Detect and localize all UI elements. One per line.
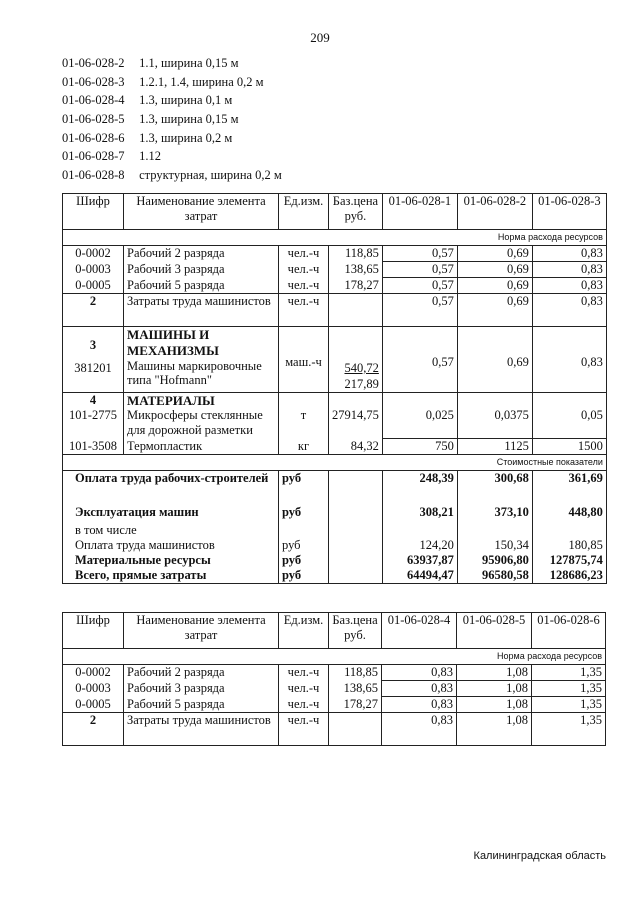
cost-row-labor [63, 471, 607, 505]
row-value: 0,57 [382, 294, 457, 327]
row-unit: чел.-ч [279, 713, 329, 746]
header-name: Наименование элемента затрат [124, 613, 279, 649]
table-row [63, 439, 607, 455]
cost-row-machinists [63, 538, 607, 553]
row-value: 0,83 [532, 246, 606, 262]
table-row [63, 294, 607, 327]
code-desc: 1.3, ширина 0,1 м [139, 93, 233, 108]
row-price: 540,72 [344, 361, 379, 375]
row-value: 750 [382, 439, 457, 455]
row-name: Затраты труда машинистов [124, 294, 279, 327]
code: 01-06-028-2 [62, 56, 125, 70]
header-shifr: Шифр [63, 613, 124, 649]
row-value: 1,08 [457, 713, 532, 746]
table-header [63, 613, 606, 649]
row-price-2: 217,89 [344, 377, 379, 391]
row-value: 1,35 [532, 713, 606, 746]
cost-label: Стоимостные показатели [63, 455, 607, 471]
row-code: 101-3508 [63, 439, 124, 455]
cost-unit: руб [279, 471, 329, 505]
section-title: МАШИНЫ И МЕХАНИЗМЫ [127, 327, 219, 358]
cost-unit: руб [279, 553, 329, 568]
page-number: 209 [310, 30, 330, 45]
cost-value: 248,39 [382, 471, 457, 505]
cost-label: Материальные ресурсы [63, 553, 279, 568]
row-unit: кг [279, 439, 329, 455]
row-unit: чел.-ч [279, 697, 329, 713]
machines-section-row [63, 327, 607, 393]
cost-value: 124,20 [382, 538, 457, 553]
row-code: 0-0003 [63, 681, 124, 697]
cost-price [329, 471, 383, 505]
header-price: Баз.цена руб. [329, 194, 383, 230]
code-row [62, 73, 282, 92]
code: 01-06-028-6 [62, 130, 125, 145]
row-value: 0,83 [532, 278, 606, 294]
row-value: 0,83 [532, 327, 606, 393]
cost-value: 127875,74 [532, 553, 606, 568]
row-value: 0,69 [457, 294, 532, 327]
cost-value: 448,80 [532, 505, 606, 523]
row-price: 178,27 [329, 278, 383, 294]
header-unit: Ед.изм. [279, 194, 329, 230]
cost-label: Эксплуатация машин [63, 505, 279, 523]
cost-label: Оплата труда рабочих-строителей [63, 471, 279, 505]
row-name: Термопластик [124, 439, 279, 455]
row-price: 27914,75 [329, 393, 383, 439]
cost-value: 308,21 [382, 505, 457, 523]
section-title: МАТЕРИАЛЫ [127, 393, 215, 408]
code-desc: структурная, ширина 0,2 м [139, 168, 282, 183]
code-row [62, 166, 282, 185]
row-code: 2 [63, 294, 124, 327]
code-row [62, 147, 282, 166]
table-row [63, 681, 606, 697]
footer-region: Калининградская область [473, 850, 606, 862]
section-code: 3 [89, 338, 97, 352]
header-col: 01-06-028-1 [382, 194, 457, 230]
section-code: 4 [89, 393, 97, 407]
row-unit: чел.-ч [279, 246, 329, 262]
row-unit: чел.-ч [279, 262, 329, 278]
code: 01-06-028-7 [62, 149, 125, 164]
row-value: 0,83 [382, 681, 457, 697]
row-value: 0,69 [457, 278, 532, 294]
code-row [62, 54, 282, 73]
row-price: 178,27 [329, 697, 382, 713]
cost-unit: руб [279, 505, 329, 523]
row-value: 0,025 [382, 393, 457, 439]
norm-label: Норма расхода ресурсов [63, 649, 606, 665]
cost-value: 361,69 [532, 471, 606, 505]
row-price: 118,85 [329, 246, 383, 262]
cost-row-exploit [63, 505, 607, 523]
row-name: Рабочий 5 разряда [124, 278, 279, 294]
code-desc: 1.3, ширина 0,15 м [139, 112, 239, 127]
code: 01-06-028-4 [62, 93, 125, 108]
cost-value: 128686,23 [532, 568, 606, 584]
cost-value: 95906,80 [457, 553, 532, 568]
row-unit: чел.-ч [279, 278, 329, 294]
row-value: 0,57 [382, 278, 457, 294]
row-name: Машины маркировочные типа "Hofmann" [127, 359, 262, 387]
norm-label-row [63, 649, 606, 665]
materials-section-row [63, 393, 607, 439]
cost-value: 96580,58 [457, 568, 532, 584]
cost-label: Всего, прямые затраты [63, 568, 279, 584]
row-code: 0-0002 [63, 665, 124, 681]
row-code: 0-0002 [63, 246, 124, 262]
code: 01-06-028-8 [62, 168, 125, 183]
code-desc: 1.12 [139, 149, 161, 164]
norm-label: Норма расхода ресурсов [63, 230, 607, 246]
code-desc: 1.1, ширина 0,15 м [139, 56, 239, 70]
code-row [62, 91, 282, 110]
row-price: 138,65 [329, 681, 382, 697]
table-row [63, 278, 607, 294]
code: 01-06-028-3 [62, 74, 125, 89]
row-value: 0,57 [382, 262, 457, 278]
row-code: 101-2775 [69, 408, 117, 422]
table-row [63, 697, 606, 713]
row-value: 0,83 [532, 294, 606, 327]
row-name: Рабочий 3 разряда [124, 262, 279, 278]
header-col: 01-06-028-2 [457, 194, 532, 230]
cost-value: 63937,87 [382, 553, 457, 568]
row-name: Микросферы стеклянные для дорожной разметки [127, 408, 263, 437]
row-value: 1,35 [532, 665, 606, 681]
row-value: 0,05 [532, 393, 606, 439]
row-code: 0-0003 [63, 262, 124, 278]
header-price: Баз.цена руб. [329, 613, 382, 649]
cost-row-total [63, 568, 607, 584]
row-value: 0,69 [457, 262, 532, 278]
table-header [63, 194, 607, 230]
row-value: 0,83 [382, 665, 457, 681]
row-value: 1,35 [532, 681, 606, 697]
row-value: 1,35 [532, 697, 606, 713]
row-name: Затраты труда машинистов [124, 713, 279, 746]
cost-row-incl [63, 523, 607, 538]
cost-unit: руб [279, 568, 329, 584]
cost-value: 180,85 [532, 538, 606, 553]
row-value: 0,83 [382, 697, 457, 713]
row-code: 0-0005 [63, 697, 124, 713]
row-value: 1,08 [457, 681, 532, 697]
code-desc: 1.2.1, 1.4, ширина 0,2 м [139, 74, 264, 89]
table-row [63, 713, 606, 746]
row-value: 0,69 [457, 246, 532, 262]
code-list [62, 54, 282, 185]
row-price [329, 294, 383, 327]
cost-value: 300,68 [457, 471, 532, 505]
code-row [62, 110, 282, 129]
row-value: 0,83 [532, 262, 606, 278]
code-row [62, 129, 282, 148]
resource-table-2 [62, 612, 606, 746]
row-unit: т [279, 393, 329, 439]
code: 01-06-028-5 [62, 112, 125, 127]
row-value: 0,57 [382, 246, 457, 262]
row-name: Рабочий 3 разряда [124, 681, 279, 697]
row-code: 2 [63, 713, 124, 746]
cost-unit: руб [279, 538, 329, 553]
row-value: 0,0375 [457, 393, 532, 439]
cost-label: в том числе [63, 523, 279, 538]
cost-label: Оплата труда машинистов [63, 538, 279, 553]
cost-row-materials [63, 553, 607, 568]
row-price: 118,85 [329, 665, 382, 681]
cost-value: 150,34 [457, 538, 532, 553]
norm-label-row [63, 230, 607, 246]
header-name: Наименование элемента затрат [124, 194, 279, 230]
row-unit: чел.-ч [279, 681, 329, 697]
header-col: 01-06-028-5 [457, 613, 532, 649]
row-name: Рабочий 2 разряда [124, 246, 279, 262]
row-name: Рабочий 2 разряда [124, 665, 279, 681]
row-price: 138,65 [329, 262, 383, 278]
header-col: 01-06-028-4 [382, 613, 457, 649]
row-code: 381201 [74, 361, 112, 375]
table-row [63, 246, 607, 262]
row-value: 1125 [457, 439, 532, 455]
row-unit: чел.-ч [279, 665, 329, 681]
header-col: 01-06-028-3 [532, 194, 606, 230]
cost-label-row [63, 455, 607, 471]
row-value: 1500 [532, 439, 606, 455]
table-row [63, 665, 606, 681]
cost-value: 64494,47 [382, 568, 457, 584]
row-value: 1,08 [457, 665, 532, 681]
row-value: 0,69 [457, 327, 532, 393]
row-price: 84,32 [329, 439, 383, 455]
table-row [63, 262, 607, 278]
row-value: 1,08 [457, 697, 532, 713]
resource-table-1 [62, 193, 607, 584]
header-shifr: Шифр [63, 194, 124, 230]
row-unit: чел.-ч [279, 294, 329, 327]
row-price [329, 713, 382, 746]
row-code: 0-0005 [63, 278, 124, 294]
header-col: 01-06-028-6 [532, 613, 606, 649]
row-name: Рабочий 5 разряда [124, 697, 279, 713]
cost-value: 373,10 [457, 505, 532, 523]
row-value: 0,57 [382, 327, 457, 393]
row-value: 0,83 [382, 713, 457, 746]
row-unit: маш.-ч [279, 327, 329, 393]
code-desc: 1.3, ширина 0,2 м [139, 130, 233, 145]
header-unit: Ед.изм. [279, 613, 329, 649]
